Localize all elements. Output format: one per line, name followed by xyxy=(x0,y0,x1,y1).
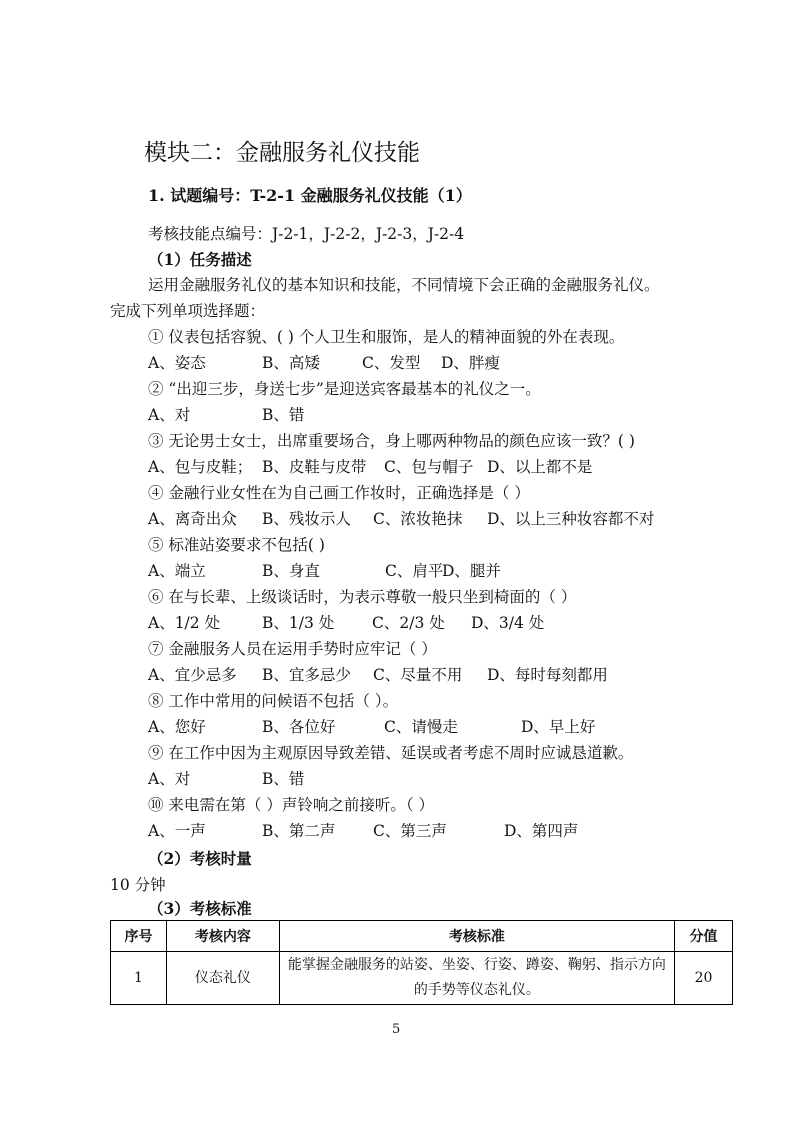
header-standard: 考核标准 xyxy=(279,921,674,952)
q3-option-a: A、包与皮鞋； xyxy=(148,458,253,476)
skill-points: 考核技能点编号：J-2-1，J-2-2，J-2-3，J-2-4 xyxy=(148,225,465,243)
q6-option-c: C、2/3 处 xyxy=(372,614,445,632)
q6-option-a: A、1/2 处 xyxy=(148,614,221,632)
question-7: ⑦ 金融服务人员在运用手势时应牢记（ ） xyxy=(148,640,437,658)
module-title: 模块二：金融服务礼仪技能 xyxy=(144,140,420,166)
table-header-row xyxy=(111,921,733,952)
q2-option-a: A、对 xyxy=(148,406,191,424)
cell-score: 20 xyxy=(675,952,733,1005)
q4-option-a: A、离奇出众 xyxy=(148,510,237,528)
cell-no: 1 xyxy=(111,952,167,1005)
question-4: ④ 金融行业女性在为自己画工作妆时，正确选择是（ ） xyxy=(148,484,530,502)
question-8: ⑧ 工作中常用的问候语不包括（ ）。 xyxy=(148,692,399,710)
q5-option-d: D、腿并 xyxy=(442,562,501,580)
header-content: 考核内容 xyxy=(166,921,279,952)
question-10: ⑩ 来电需在第（ ）声铃响之前接听。（ ） xyxy=(148,796,435,814)
question-2: ② “出迎三步，身送七步”是迎送宾客最基本的礼仪之一。 xyxy=(148,380,541,398)
q5-option-c: C、肩平 xyxy=(385,562,444,580)
q9-option-a: A、对 xyxy=(148,770,191,788)
header-score: 分值 xyxy=(675,921,733,952)
question-5: ⑤ 标准站姿要求不包括( ) xyxy=(148,536,325,554)
q6-option-d: D、3/4 处 xyxy=(471,614,545,632)
question-title: 1. 试题编号：T-2-1 金融服务礼仪技能（1） xyxy=(148,186,472,205)
q10-option-d: D、第四声 xyxy=(504,822,579,840)
q7-option-b: B、宜多忌少 xyxy=(262,666,351,684)
question-1: ① 仪表包括容貌、( ) 个人卫生和服饰，是人的精神面貌的外在表现。 xyxy=(148,328,625,346)
q5-option-b: B、身直 xyxy=(262,562,320,580)
q7-option-d: D、每时每刻都用 xyxy=(487,666,608,684)
q8-option-c: C、请慢走 xyxy=(384,718,458,736)
q7-option-c: C、尽量不用 xyxy=(373,666,463,684)
q3-option-d: D、以上都不是 xyxy=(487,458,593,476)
header-no: 序号 xyxy=(111,921,167,952)
q10-option-b: B、第二声 xyxy=(262,822,336,840)
q7-option-a: A、宜少忌多 xyxy=(148,666,237,684)
question-9: ⑨ 在工作中因为主观原因导致差错、延误或者考虑不周时应诚恳道歉。 xyxy=(148,744,634,762)
q1-option-d: D、胖瘦 xyxy=(441,354,500,372)
q1-option-b: B、高矮 xyxy=(262,354,320,372)
section2-heading: （2）考核时量 xyxy=(148,849,252,868)
q10-option-c: C、第三声 xyxy=(373,822,447,840)
q4-option-d: D、以上三种妆容都不对 xyxy=(487,510,655,528)
task-desc-line1: 运用金融服务礼仪的基本知识和技能，不同情境下会正确的金融服务礼仪。 xyxy=(148,276,660,294)
q2-option-b: B、错 xyxy=(262,406,305,424)
cell-standard xyxy=(279,952,674,1005)
cell-standard-line2: 的手势等仪态礼仪。 xyxy=(413,982,540,998)
q1-option-a: A、姿态 xyxy=(148,354,206,372)
cell-standard-line1: 能掌握金融服务的站姿、坐姿、行姿、蹲姿、鞠躬、指示方向 xyxy=(287,957,666,973)
q10-option-a: A、一声 xyxy=(148,822,206,840)
task-desc-line2: 完成下列单项选择题： xyxy=(110,302,266,320)
q8-option-d: D、早上好 xyxy=(521,718,596,736)
q8-option-a: A、您好 xyxy=(148,718,206,736)
time-value: 10 分钟 xyxy=(110,876,166,894)
q4-option-c: C、浓妆艳抹 xyxy=(373,510,463,528)
q6-option-b: B、1/3 处 xyxy=(262,614,335,632)
section3-heading: （3）考核标准 xyxy=(148,899,252,918)
section1-heading: （1）任务描述 xyxy=(148,250,252,269)
cell-content: 仪态礼仪 xyxy=(166,952,279,1005)
question-6: ⑥ 在与长辈、上级谈话时，为表示尊敬一般只坐到椅面的（ ） xyxy=(148,588,577,606)
q9-option-b: B、错 xyxy=(262,770,305,788)
table-row xyxy=(111,952,733,1005)
q3-option-b: B、皮鞋与皮带 xyxy=(262,458,367,476)
q4-option-b: B、残妆示人 xyxy=(262,510,351,528)
q8-option-b: B、各位好 xyxy=(262,718,336,736)
assessment-table xyxy=(110,920,733,1005)
q3-option-c: C、包与帽子 xyxy=(384,458,474,476)
page-number: 5 xyxy=(392,1022,401,1037)
q1-option-c: C、发型 xyxy=(362,354,421,372)
question-3: ③ 无论男士女士，出席重要场合，身上哪两种物品的颜色应该一致？( ) xyxy=(148,432,635,450)
q5-option-a: A、端立 xyxy=(148,562,206,580)
